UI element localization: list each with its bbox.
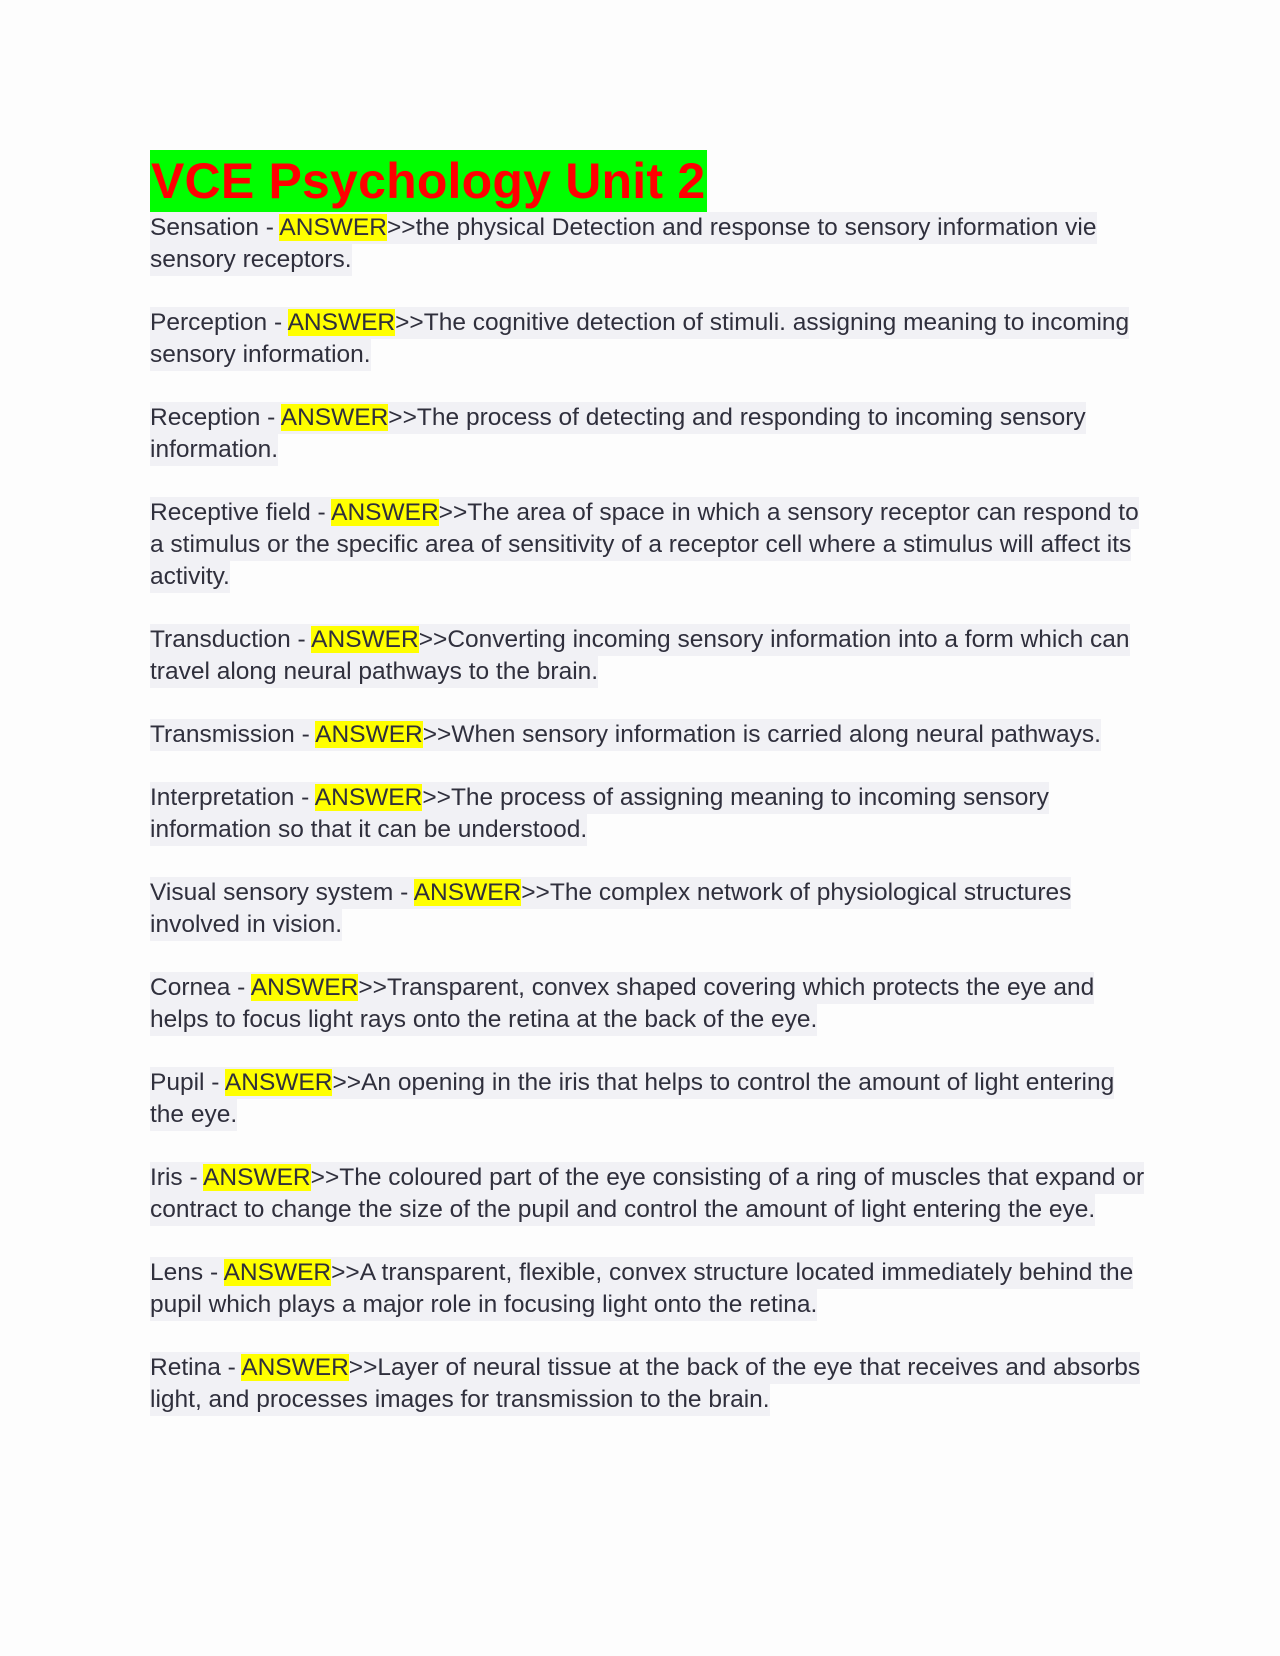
answer-marker: ANSWER [250, 974, 359, 1001]
term-label: Receptive field [150, 499, 311, 526]
flashcard-text: Reception - ANSWER>>The process of detecting and responding to incoming sensory information. [150, 402, 1086, 466]
document-page [150, 150, 1150, 1447]
answer-prefix: >> [521, 879, 550, 906]
answer-marker: ANSWER [331, 499, 439, 526]
term-label: Transduction [150, 626, 291, 653]
definition-text: Layer of neural tissue at the back of the eye that receives and absorbs light, and processes images for transmission to the brain. [150, 1354, 1141, 1413]
answer-prefix: >> [310, 1164, 340, 1191]
flashcard-list [150, 212, 1150, 1416]
definition-text: Converting incoming sensory information into a form which can travel along neural pathways to the brain. [150, 626, 1130, 685]
answer-marker: ANSWER [280, 404, 389, 431]
definition-text: The coloured part of the eye consisting of a ring of muscles that expand or contract to change the size of the pupil and control the amount of light entering the eye. [150, 1164, 1145, 1223]
flashcard-entry [150, 972, 1150, 1036]
flashcard-text: Cornea - ANSWER>>Transparent, convex shaped covering which protects the eye and helps to focus light rays onto the retina at the back of the eye. [150, 972, 1094, 1036]
flashcard-text: Lens - ANSWER>>A transparent, flexible, convex structure located immediately behind the pupil which plays a major role in focusing light onto the retina. [150, 1257, 1133, 1321]
term-label: Interpretation [150, 784, 295, 811]
document-title [150, 150, 1150, 212]
flashcard-text: Iris - ANSWER>>The coloured part of the eye consisting of a ring of muscles that expand or contract to change the size of the pupil and control the amount of light entering the eye. [150, 1162, 1144, 1226]
term-label: Sensation [150, 214, 259, 241]
flashcard-text: Transmission - ANSWER>>When sensory information is carried along neural pathways. [150, 719, 1101, 751]
flashcard-entry [150, 497, 1150, 593]
answer-prefix: >> [422, 784, 451, 811]
answer-prefix: >> [422, 721, 452, 748]
term-label: Reception [150, 404, 261, 431]
flashcard-entry [150, 1067, 1150, 1131]
definition-text: The complex network of physiological structures involved in vision. [150, 879, 1072, 938]
answer-marker: ANSWER [223, 1259, 332, 1286]
definition-text: The process of detecting and responding to incoming sensory information. [150, 404, 1086, 463]
answer-prefix: >> [418, 626, 448, 653]
flashcard-entry [150, 1352, 1150, 1416]
answer-prefix: >> [331, 1259, 360, 1286]
answer-marker: ANSWER [203, 1164, 311, 1191]
term-label: Perception [150, 309, 268, 336]
flashcard-text: Retina - ANSWER>>Layer of neural tissue at the back of the eye that receives and absorbs light, and processes images for transmission to the brain. [150, 1352, 1140, 1416]
definition-text: The process of assigning meaning to incoming sensory information so that it can be understood. [150, 784, 1049, 843]
flashcard-text: Interpretation - ANSWER>>The process of assigning meaning to incoming sensory information so that it can be understood. [150, 782, 1049, 846]
term-label: Transmission [150, 721, 295, 748]
flashcard-entry [150, 782, 1150, 846]
answer-prefix: >> [386, 214, 416, 241]
flashcard-entry [150, 1162, 1150, 1226]
term-label: Cornea [150, 974, 231, 1001]
term-label: Pupil [150, 1069, 205, 1096]
flashcard-entry [150, 1257, 1150, 1321]
flashcard-text: Receptive field - ANSWER>>The area of space in which a sensory receptor can respond to a stimulus or the specific area of sensitivity of a receptor cell where a stimulus will affect its activity. [150, 497, 1139, 593]
flashcard-entry [150, 624, 1150, 688]
flashcard-entry [150, 877, 1150, 941]
flashcard-entry [150, 402, 1150, 466]
flashcard-entry [150, 719, 1150, 751]
flashcard-entry [150, 212, 1150, 276]
answer-marker: ANSWER [279, 214, 387, 241]
answer-marker: ANSWER [413, 879, 522, 906]
definition-text: Transparent, convex shaped covering which protects the eye and helps to focus light rays onto the retina at the back of the eye. [150, 974, 1095, 1033]
definition-text: the physical Detection and response to sensory information vie sensory receptors. [150, 214, 1097, 273]
answer-prefix: >> [438, 499, 468, 526]
answer-prefix: >> [348, 1354, 378, 1381]
answer-marker: ANSWER [224, 1069, 333, 1096]
answer-prefix: >> [388, 404, 417, 431]
answer-marker: ANSWER [315, 721, 423, 748]
document-title-text: VCE Psychology Unit 2 [150, 150, 707, 212]
term-label: Retina [150, 1354, 221, 1381]
flashcard-text: Transduction - ANSWER>>Converting incoming sensory information into a form which can travel along neural pathways to the brain. [150, 624, 1130, 688]
term-label: Lens [150, 1259, 204, 1286]
definition-text: An opening in the iris that helps to control the amount of light entering the eye. [150, 1069, 1115, 1128]
flashcard-text: Visual sensory system - ANSWER>>The complex network of physiological structures involved in vision. [150, 877, 1071, 941]
definition-text: When sensory information is carried along neural pathways. [451, 721, 1101, 748]
definition-text: The area of space in which a sensory receptor can respond to a stimulus or the specific area of sensitivity of a receptor cell where a stimulus will affect its activity. [150, 499, 1139, 590]
answer-prefix: >> [332, 1069, 362, 1096]
answer-prefix: >> [358, 974, 387, 1001]
flashcard-text: Sensation - ANSWER>>the physical Detection and response to sensory information vie sensory receptors. [150, 212, 1097, 276]
answer-prefix: >> [395, 309, 424, 336]
term-label: Iris [150, 1164, 183, 1191]
flashcard-text: Pupil - ANSWER>>An opening in the iris that helps to control the amount of light entering the eye. [150, 1067, 1114, 1131]
term-label: Visual sensory system [150, 879, 394, 906]
definition-text: The cognitive detection of stimuli. assigning meaning to incoming sensory information. [150, 309, 1130, 368]
flashcard-entry [150, 307, 1150, 371]
definition-text: A transparent, flexible, convex structure located immediately behind the pupil which plays a major role in focusing light onto the retina. [150, 1259, 1134, 1318]
answer-marker: ANSWER [287, 309, 396, 336]
answer-marker: ANSWER [314, 784, 423, 811]
flashcard-text: Perception - ANSWER>>The cognitive detection of stimuli. assigning meaning to incoming sensory information. [150, 307, 1129, 371]
answer-marker: ANSWER [311, 626, 419, 653]
answer-marker: ANSWER [241, 1354, 349, 1381]
